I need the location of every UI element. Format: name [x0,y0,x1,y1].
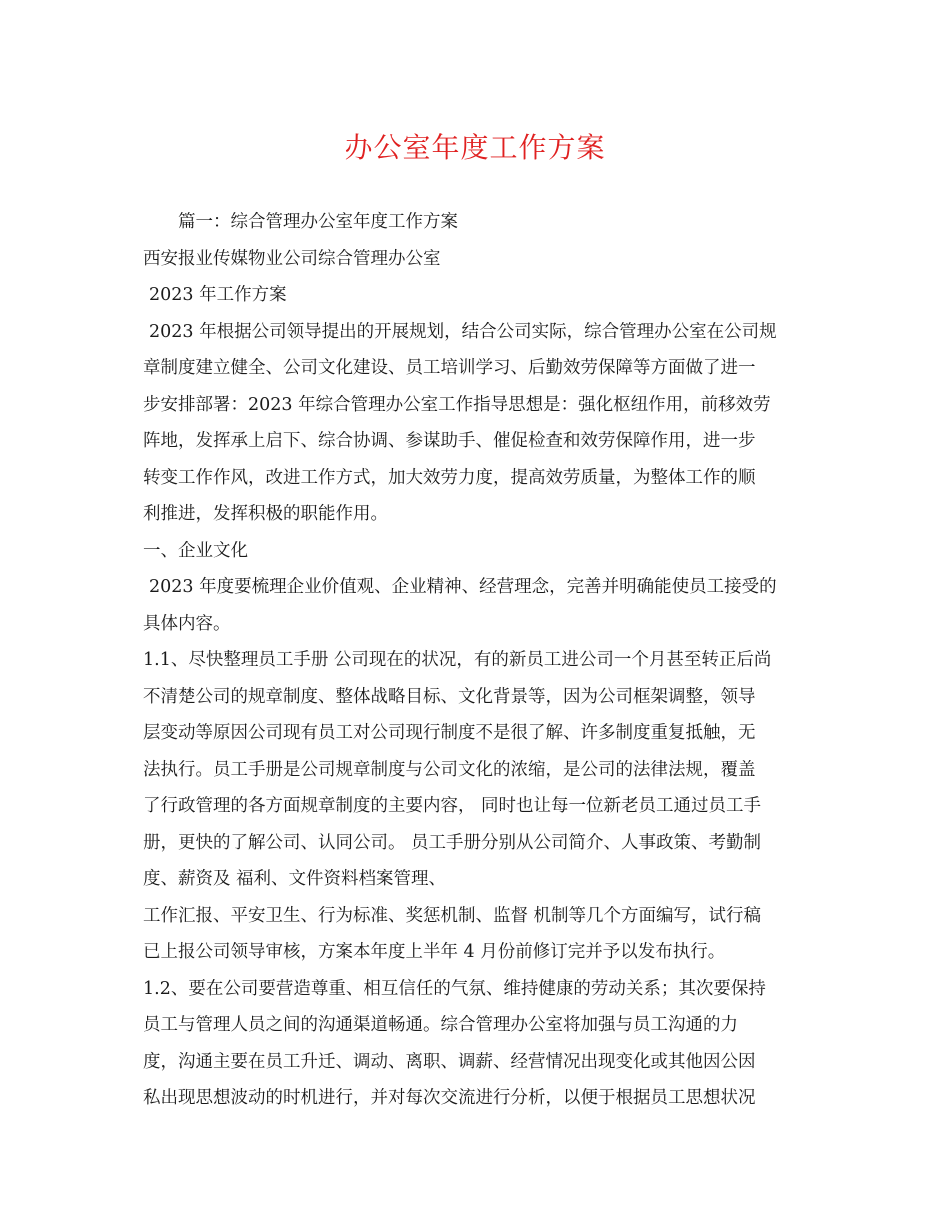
paragraph-line: 西安报业传媒物业公司综合管理办公室 [143,248,441,269]
paragraph-line: 层变动等原因公司现有员工对公司现行制度不是很了解、许多制度重复抵触，无 [143,723,756,743]
paragraph-line: 2023 年度要梳理企业价值观、企业精神、经营理念，完善并明确能使员工接受的 [149,577,777,597]
document-body [143,204,815,1117]
section-heading: 一、企业文化 [143,540,248,561]
paragraph-line: 册，更快的了解公司、认同公司。 员工手册分别从公司简介、人事政策、考勤制 [143,832,762,853]
document-title: 办公室年度工作方案 [344,131,606,164]
paragraph-line: 私出现思想波动的时机进行，并对每次交流进行分析，以便于根据员工思想状况 [143,1088,756,1108]
paragraph-line: 已上报公司领导审核，方案本年度上半年 4 月份前修订完并予以发布执行。 [143,942,726,962]
paragraph-line: 阵地，发挥承上启下、综合协调、参谋助手、催促检查和效劳保障作用，进一步 [143,431,756,451]
paragraph-line: 转变工作作风，改进工作方式，加大效劳力度，提高效劳质量，为整体工作的顺 [143,467,756,488]
paragraph-line: 1.2、要在公司要营造尊重、相互信任的气氛、维持健康的劳动关系；其次要保持 [143,978,766,999]
paragraph-line: 法执行。员工手册是公司规章制度与公司文化的浓缩，是公司的法律法规，覆盖 [143,759,756,780]
paragraph-line: 章制度建立健全、公司文化建设、员工培训学习、后勤效劳保障等方面做了进一 [143,358,756,378]
paragraph-line: 1.1、尽快整理员工手册 公司现在的状况，有的新员工进公司一个月甚至转正后尚 [143,650,772,670]
paragraph-line: 利推进，发挥积极的职能作用。 [143,504,388,524]
paragraph-line: 度，沟通主要在员工升迁、调动、离职、调薪、经营情况出现变化或其他因公因 [143,1051,756,1072]
paragraph-line: 2023 年工作方案 [149,285,287,305]
paragraph-line: 了行政管理的各方面规章制度的主要内容， 同时也让每一位新老员工通过员工手 [143,796,762,816]
section-heading: 篇一：综合管理办公室年度工作方案 [178,212,458,232]
paragraph-line: 度、薪资及 福利、文件资料档案管理、 [143,869,447,889]
paragraph-line: 不清楚公司的规章制度、整体战略目标、文化背景等，因为公司框架调整，领导 [143,686,756,707]
paragraph-line: 步安排部署：2023 年综合管理办公室工作指导思想是：强化枢纽作用，前移效劳 [143,394,771,415]
paragraph-line: 员工与管理人员之间的沟通渠道畅通。综合管理办公室将加强与员工沟通的力 [143,1015,738,1035]
paragraph-line: 工作汇报、平安卫生、行为标准、奖惩机制、监督 机制等几个方面编写，试行稿 [143,905,762,926]
paragraph-line: 具体内容。 [143,613,231,634]
paragraph-line: 2023 年根据公司领导提出的开展规划，结合公司实际，综合管理办公室在公司规 [149,321,777,342]
